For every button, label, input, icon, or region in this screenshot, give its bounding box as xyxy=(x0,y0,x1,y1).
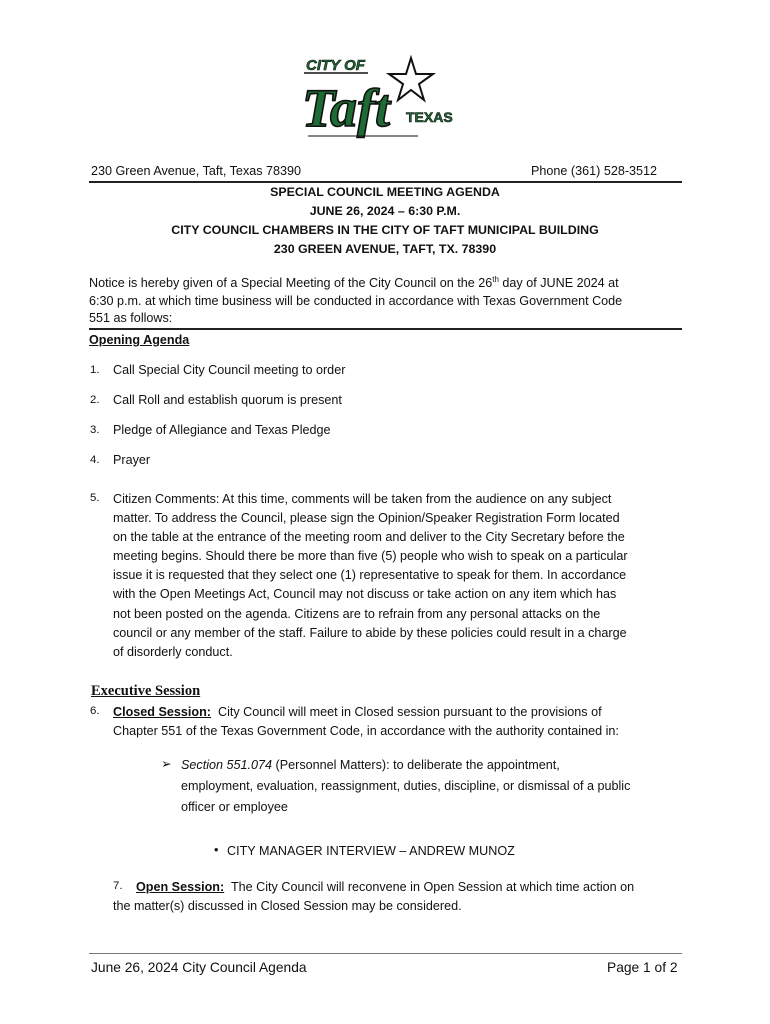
item-5-line: on the table at the entrance of the meeting room and deliver to the City Secretary before the xyxy=(113,530,625,545)
item-2-number: 2. xyxy=(90,394,100,406)
item-6-text xyxy=(113,703,693,741)
item-7-line-1: The City Council will reconvene in Open Session at which time action on xyxy=(224,880,635,894)
notice xyxy=(89,271,689,328)
address: 230 Green Avenue, Taft, Texas 78390 xyxy=(91,164,302,178)
section-line-2: employment, evaluation, reassignment, duties, discipline, or dismissal of a public xyxy=(181,779,631,794)
section-551-074 xyxy=(181,755,691,819)
section-reference: Section 551.074 xyxy=(181,758,273,772)
item-7-text xyxy=(113,878,693,916)
closed-session-label: Closed Session: xyxy=(113,705,211,719)
item-5-line: council or any member of the staff. Failure to abide by these policies could result in a charge xyxy=(113,625,627,640)
item-6-line-2: Chapter 551 of the Texas Government Code, in accordance with the authority contained in: xyxy=(113,724,619,738)
item-5-number: 5. xyxy=(90,492,100,504)
city-of-taft-logo xyxy=(298,52,470,144)
notice-rule xyxy=(89,328,682,330)
city-of-taft-texas-logo-icon xyxy=(298,52,470,144)
bullet-icon: • xyxy=(214,843,219,857)
arrow-bullet-icon: ➢ xyxy=(161,757,172,771)
item-3-text: Pledge of Allegiance and Texas Pledge xyxy=(113,423,331,437)
item-7-number: 7. xyxy=(113,880,123,892)
notice-line-1: Notice is hereby given of a Special Meeting of the City Council on the 26th day of JUNE 2024 at xyxy=(89,275,619,291)
phone: Phone (361) 528-3512 xyxy=(531,164,658,178)
item-5-line: issue it is requested that they select one (1) representative to speak for them. In accordance xyxy=(113,568,627,583)
footer-title: June 26, 2024 City Council Agenda xyxy=(91,960,307,975)
item-4-text: Prayer xyxy=(113,453,151,467)
item-5-line: Citizen Comments: At this time, comments will be taken from the audience on any subject xyxy=(113,492,612,506)
svg-text:TEXAS: TEXAS xyxy=(406,109,453,125)
item-1-number: 1. xyxy=(90,364,100,376)
notice-sup: th xyxy=(492,275,499,284)
meeting-date: JUNE 26, 2024 – 6:30 P.M. xyxy=(309,204,461,218)
item-1-text: Call Special City Council meeting to order xyxy=(113,363,346,377)
item-6-number: 6. xyxy=(90,705,100,717)
meeting-address: 230 GREEN AVENUE, TAFT, TX. 78390 xyxy=(273,242,497,256)
opening-agenda-heading: Opening Agenda xyxy=(89,333,190,347)
section-line-1: (Personnel Matters): to deliberate the appointment, xyxy=(272,758,560,772)
notice-line-3: 551 as follows: xyxy=(89,311,173,326)
item-4-number: 4. xyxy=(90,454,100,466)
item-3-number: 3. xyxy=(90,424,100,436)
footer-rule xyxy=(89,953,682,954)
svg-text:CITY OF: CITY OF xyxy=(306,57,365,74)
svg-text:Taft: Taft xyxy=(302,78,391,138)
item-6-line-1: City Council will meet in Closed session pursuant to the provisions of xyxy=(210,705,602,719)
header-rule xyxy=(89,181,682,183)
item-7-line-2: the matter(s) discussed in Closed Session may be considered. xyxy=(113,899,462,913)
executive-session-heading: Executive Session xyxy=(91,683,201,699)
page-number: Page 1 of 2 xyxy=(607,960,678,975)
agenda-title: SPECIAL COUNCIL MEETING AGENDA xyxy=(270,185,500,199)
meeting-location: CITY COUNCIL CHAMBERS IN THE CITY OF TAFT MUNICIPAL BUILDING xyxy=(171,223,599,237)
item-5-text xyxy=(113,490,693,662)
item-2-text: Call Roll and establish quorum is present xyxy=(113,393,342,407)
section-line-3: officer or employee xyxy=(181,800,288,815)
interview-item: CITY MANAGER INTERVIEW – ANDREW MUNOZ xyxy=(227,844,515,858)
item-5-line: matter. To address the Council, please sign the Opinion/Speaker Registration Form located xyxy=(113,511,620,526)
item-5-line: with the Open Meetings Act, Council may not discuss or take action on any item which has xyxy=(113,587,617,602)
notice-line-2: 6:30 p.m. at which time business will be conducted in accordance with Texas Government Code xyxy=(89,293,623,308)
item-5-line: meeting begins. Should there be more than five (5) people who wish to speak on a particular xyxy=(113,549,628,564)
item-5-line: of disorderly conduct. xyxy=(113,644,233,659)
open-session-label: Open Session: xyxy=(136,880,225,894)
item-5-line: not been posted on the agenda. Citizens are to refrain from any personal attacks on the xyxy=(113,606,601,621)
